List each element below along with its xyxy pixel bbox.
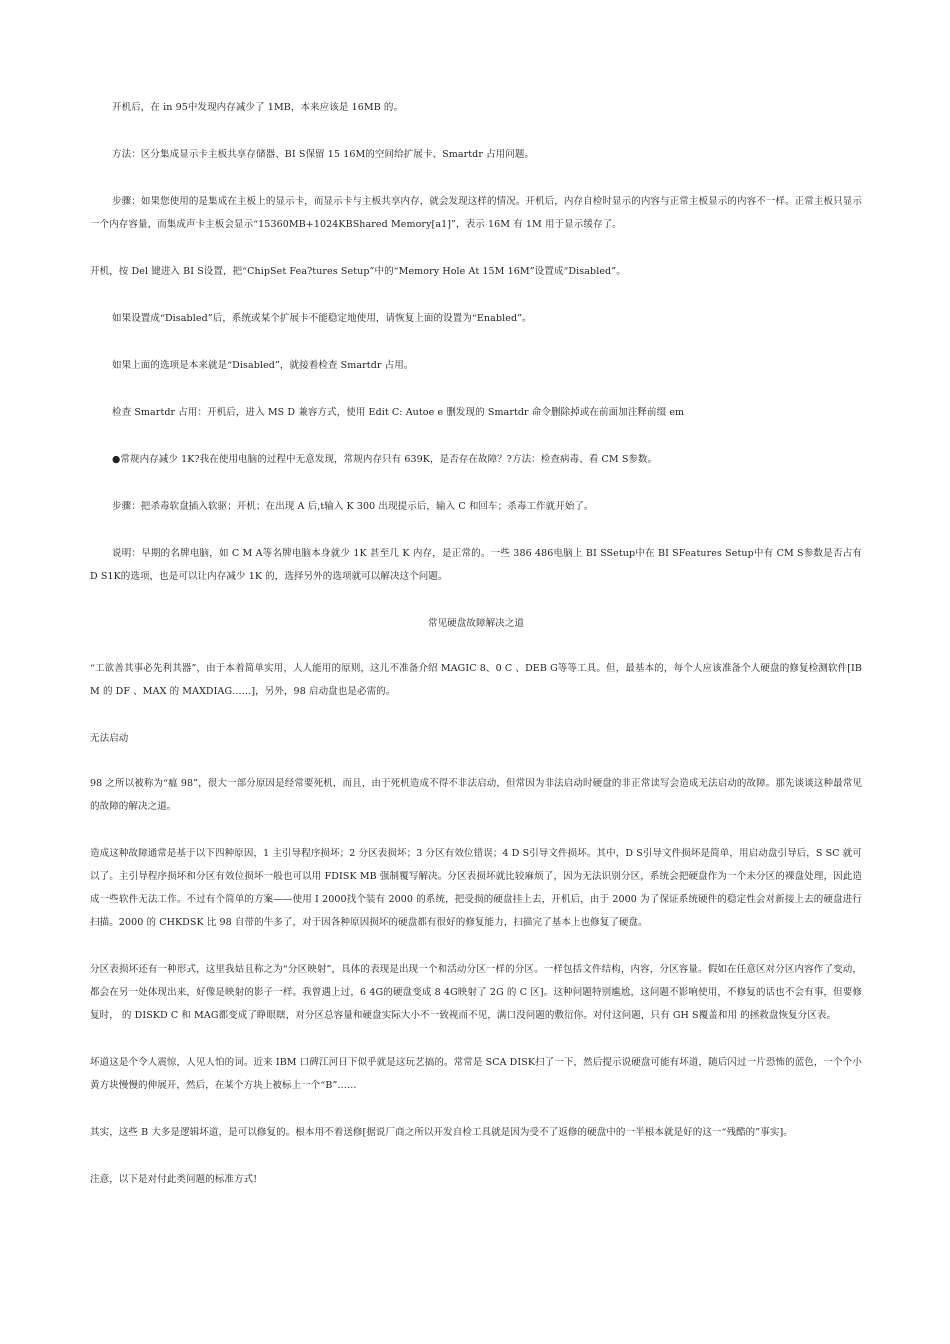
section-heading-hdd: 常见硬盘故障解决之道: [427, 618, 524, 629]
paragraph-steps-shared-memory: 步骤：如果您使用的是集成在主板上的显示卡，而显示卡与主板共享内存，就会发现这样的情况。开机后，内存自检时显示的内容与正常主板显示的内容不一样。正常主板只显示一个内存容量，而集成声卡主板会显示“15360MB+1024KBShared Memory[a1]”，表示 16M 有 1M 用于显示缓存了。: [90, 196, 862, 230]
paragraph-bios-setting: 开机，按 Del 键进入 BI S设置，把“ChipSet Fea?tures Setup”中的“Memory Hole At 15M 16M”设置成“Disabled”。: [90, 266, 626, 277]
paragraph-conventional-memory: ●常规内存减少 1K?我在使用电脑的过程中无意发现，常规内存只有 639K，是否存在故障？?方法：检查病毒、看 CM S参数。: [112, 454, 658, 465]
paragraph-memory-loss: 开机后，在 in 95中发现内存减少了 1MB，本来应该是 16MB 的。: [112, 102, 404, 113]
paragraph-check-smartdrv: 如果上面的选项是本来就是“Disabled”，就接着检查 Smartdr 占用。: [112, 360, 414, 371]
paragraph-win98-crash: 98 之所以被称为“瘟 98”，很大一部分原因是经常要死机，而且，由于死机造成不得不非法启动，但常因为非法启动时硬盘的非正常读写会造成无法启动的故障。那先谈谈这种最常见的故障的解决之道。: [90, 778, 862, 812]
paragraph-smartdrv-steps: 检查 Smartdr 占用：开机后，进入 MS D 兼容方式，使用 Edit C: Autoe e 删发现的 Smartdr 命令删除掉或在前面加注释前缀 em: [112, 407, 685, 418]
subheading-boot-failure: 无法启动: [90, 733, 129, 744]
paragraph-enabled-restore: 如果设置成“Disabled”后，系统或某个扩展卡不能稳定地使用，请恢复上面的设置为“Enabled”。: [112, 313, 532, 324]
paragraph-method: 方法：区分集成显示卡主板共享存储器、BI S保留 15 16M的空间给扩展卡、Smartdr 占用问题。: [112, 149, 535, 160]
paragraph-partition-mapping: 分区表损坏还有一种形式，这里我姑且称之为“分区映射”，具体的表现是出现一个和活动分区一样的分区。一样包括文件结构，内容，分区容量。假如在任意区对分区内容作了变动，都会在另一处体现出来，好像是映射的影子一样。我曾遇上过，6 4G的硬盘变成 8 4G映射了 2G 的 C 区]。这种问题特别尴尬，这问题不影响使用，不修复的话也不会有事，但要修复时， 的 DISKD C 和 MAG都变成了睁眼瞎，对分区总容量和硬盘实际大小不一致视而不见，满口没问题的敷衍你。对付这问题，只有 GH S覆盖和用 的拯救盘恢复分区表。: [90, 964, 862, 1021]
paragraph-bad-sectors: 坏道这是个令人震惊，人见人怕的词。近来 IBM 口碑江河日下似乎就是这玩艺搞的。常常是 SCA DISK扫了一下，然后提示说硬盘可能有坏道，随后闪过一片恐怖的蓝色，一个个小黄方块慢慢的伸展开，然后，在某个方块上被标上一个“B”……: [90, 1057, 862, 1091]
paragraph-logical-bad-sectors: 其实，这些 B 大多是逻辑坏道，是可以修复的。根本用不着送修[据说厂商之所以开发自检工具就是因为受不了返修的硬盘中的一半根本就是好的这一“残酷的”事实]。: [90, 1127, 793, 1138]
paragraph-explanation: 说明：早期的名牌电脑，如 C M A等名牌电脑本身就少 1K 甚至几 K 内存，是正常的。一些 386 486电脑上 BI SSetup中在 BI SFeatures Setup中有 CM S参数是否占有 D S1K的选项，也是可以让内存减少 1K 的，选择另外的选项就可以解决这个问题。: [90, 548, 862, 582]
document-page: [90, 96, 862, 1215]
paragraph-note: 注意，以下是对付此类问题的标准方式!: [90, 1174, 258, 1185]
paragraph-tools: “工欲善其事必先利其器”，由于本着简单实用，人人能用的原则，这儿不准备介绍 MAGIC 8、0 C 、DEB G等等工具。但，最基本的，每个人应该准备个人硬盘的修复检测软件[IBM 的 DF 、MAX 的 MAXDIAG……]，另外，98 启动盘也是必需的。: [90, 663, 862, 697]
paragraph-four-causes: 造成这种故障通常是基于以下四种原因，1 主引导程序损坏；2 分区表损坏；3 分区有效位错误；4 D S引导文件损坏。其中，D S引导文件损坏是简单，用启动盘引导后，S SC 就可以了。主引导程序损坏和分区有效位损坏一般也可以用 FDISK MB 强制覆写解决。分区表损坏就比较麻烦了，因为无法识别分区，系统会把硬盘作为一个未分区的裸盘处理，因此造成一些软件无法工作。不过有个简单的方案——使用 I 2000找个装有 2000 的系统，把受损的硬盘挂上去，开机后，由于 2000 为了保证系统硬件的稳定性会对新接上去的硬盘进行扫描。2000 的 CHKDSK 比 98 自带的牛多了，对于因各种原因损坏的硬盘都有很好的修复能力，扫描完了基本上也修复了硬盘。: [90, 848, 862, 928]
paragraph-antivirus-steps: 步骤：把杀毒软盘插入软驱；开机；在出现 A 后,t输入 K 300 出现提示后，输入 C 和回车；杀毒工作就开始了。: [112, 501, 594, 512]
